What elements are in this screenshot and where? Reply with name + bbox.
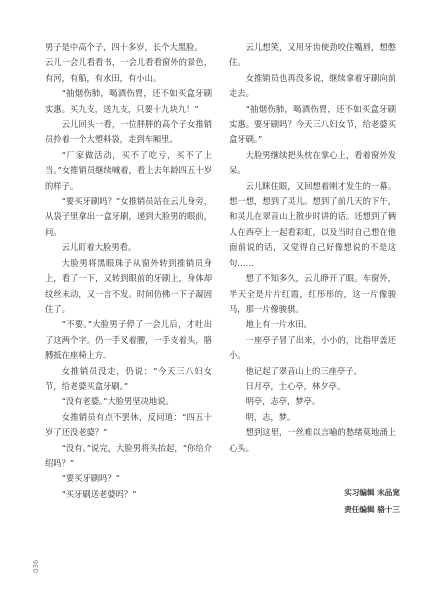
paragraph: 云儿一会儿看看书，一会儿看看窗外的景色，有河，有船，有水田，有小山。 [45,57,212,83]
paragraph: “没有。”说完，大脸男将头抬起，“你给介绍吗？” [45,442,212,468]
paragraph: “抽烟伤肺，喝酒伤胃，还不如买盒牙刷实惠。买九支，送九支，只要十九块九！” [45,88,212,114]
paragraph: “抽烟伤肺，喝酒伤胃，还不如买盒牙刷实惠。要牙刷吗？今天三八妇女节，给老婆买盒牙刷。” [229,103,396,145]
paragraph: 女推销员也再没多说，继续拿着牙刷向前走去。 [229,72,396,99]
paragraph: 他记起了翠音山上的三座亭子。 [245,365,362,376]
paragraph: “买牙刷送老婆吗？” [61,488,137,499]
paragraph: “没有老婆。”大脸男坚决地说。 [61,396,174,407]
paragraph: 想到这里，一丝难以言喻的愁绪莫地涌上心头。 [229,427,396,453]
paragraph: “要买牙刷吗？” [61,473,120,484]
editor-credits [229,484,400,518]
paragraph: 女推销员没走，仍说：“今天三八妇女节，给老婆买盒牙刷。” [45,365,212,391]
paragraph: 云儿回头一看，一位胖胖的高个子女推销员拎着一个大塑料袋，走到车厢里。 [45,119,212,145]
paragraph: 大脸男将黑眼珠子从窗外转到推销员身上，看了一下，又转到眼前的牙刷上，身体却纹丝未动，又一言不发。时间仿佛一下子凝固住了。 [45,257,212,314]
paragraph: 想了不知多久，云儿睁开了眼。车窗外，半天全是片片红霞，红彤彤的，这一片像骏马，那一片像骏骐。 [229,273,396,314]
paragraph: 女推销员有点不罢休，反问道：“四五十岁了还没老婆？” [45,411,212,438]
intern-editor-credit: 实习编辑 末品宽 [344,488,400,497]
paragraph: 地上有一片水田。 [245,319,312,330]
right-column [229,40,396,456]
paragraph: 大脸男继续把头枕在掌心上，看着窗外发呆。 [229,149,396,176]
page-number: 036 [32,559,40,573]
paragraph: “要买牙刷吗？”女推销员站在云儿身旁，从袋子里拿出一盒牙刷，递到大脸男的眼前，问。 [45,196,212,237]
paragraph: 日月亭，士心亭，林夕亭。 [245,380,346,391]
paragraph: 明亭，志亭，梦亭。 [245,396,321,407]
paragraph: 男子是中高个子，四十多岁，长个大黑脸。 [45,42,203,52]
paragraph: 云儿眯住眼，又回想着刚才发生的一幕。想一想，想到了灵儿。想到了前几天的下午，和灵儿在翠音山上散步时讲的话。还想到了俩人在西亭上一起看彩虹，以及当时自己想在他面前说的话，又觉得自己好像想说的不是这句…… [229,180,396,268]
left-column [45,40,212,502]
paragraph: “不要。”大脸男子停了一会儿后，才吐出了这两个字。仍一手叉着腰，一手支着头，胳膊抵在座椅上方。 [45,319,212,361]
paragraph: 明，志，梦。 [245,411,296,422]
paragraph: “厂家做活动，买不了吃亏，买不了上当。”女推销员继续喊着，看上去年龄四五十岁的样子。 [45,149,212,191]
responsible-editor-credit: 责任编辑 骆十三 [344,505,400,514]
paragraph: 云儿想笑，又用牙齿使劲咬住嘴唇，想憋住。 [229,42,396,68]
paragraph: 云儿盯着大脸男看。 [61,242,137,253]
paragraph: 一座亭子冒了出来，小小的，比指甲盖还小。 [229,334,396,361]
